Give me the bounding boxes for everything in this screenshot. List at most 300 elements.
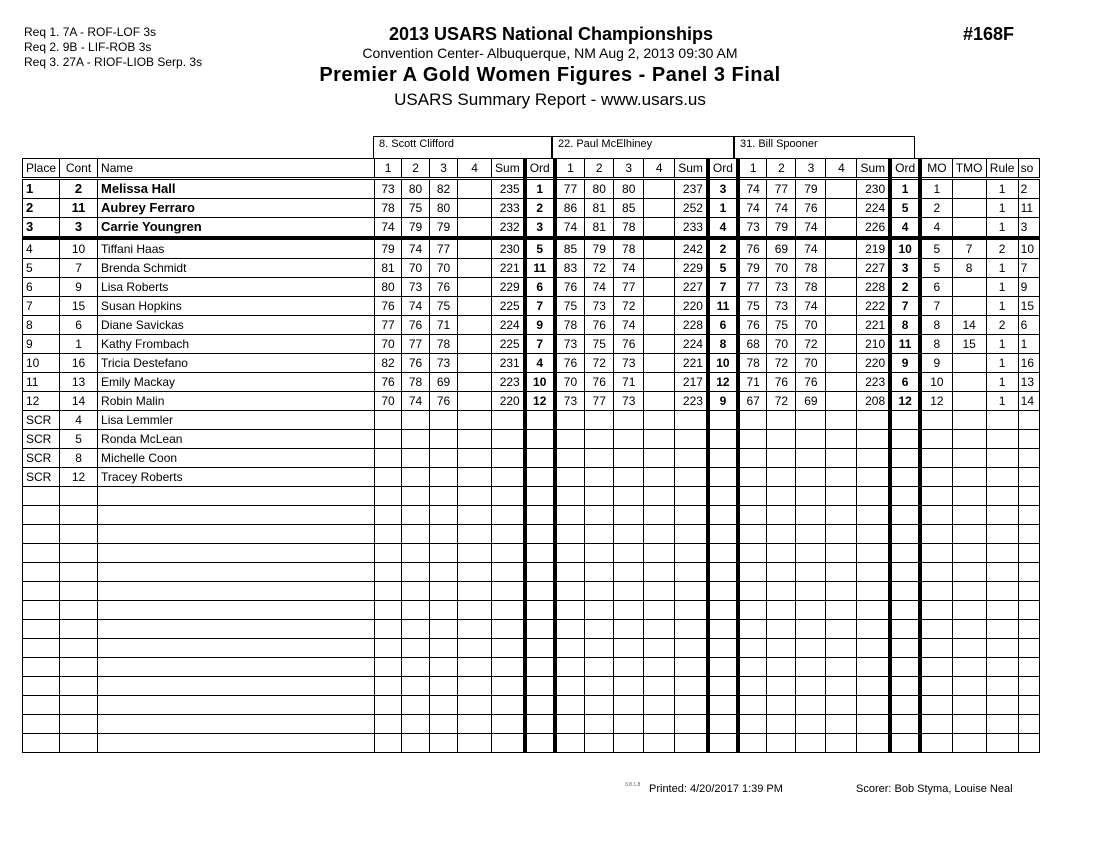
place-cell: SCR xyxy=(23,468,60,487)
sum-cell: 224 xyxy=(675,335,708,354)
score-cell: 77 xyxy=(767,179,796,199)
mo-cell: 5 xyxy=(920,259,952,278)
sum-cell: 226 xyxy=(857,218,890,239)
empty-cell xyxy=(98,620,375,639)
empty-cell xyxy=(708,601,738,620)
score-cell: 80 xyxy=(402,179,430,199)
empty-cell xyxy=(525,601,555,620)
score-cell xyxy=(458,392,492,411)
empty-cell xyxy=(585,620,614,639)
empty-cell xyxy=(675,715,708,734)
ordinal-cell: 9 xyxy=(708,392,738,411)
empty-cell xyxy=(890,525,920,544)
column-header: 2 xyxy=(402,159,430,179)
empty-cell xyxy=(920,715,952,734)
empty-cell xyxy=(402,544,430,563)
empty-cell xyxy=(430,487,458,506)
sum-cell xyxy=(675,411,708,430)
ordinal-cell xyxy=(708,411,738,430)
empty-cell xyxy=(525,715,555,734)
empty-cell xyxy=(857,601,890,620)
score-cell: 81 xyxy=(585,199,614,218)
empty-cell xyxy=(430,658,458,677)
score-cell: 77 xyxy=(430,238,458,259)
score-cell: 73 xyxy=(767,278,796,297)
tmo-cell xyxy=(952,449,986,468)
skater-name-cell: Susan Hopkins xyxy=(98,297,375,316)
empty-cell xyxy=(986,601,1018,620)
sum-cell: 229 xyxy=(492,278,525,297)
empty-cell xyxy=(525,639,555,658)
so-cell: 10 xyxy=(1018,238,1039,259)
empty-cell xyxy=(796,506,826,525)
empty-cell xyxy=(675,506,708,525)
empty-cell xyxy=(555,563,585,582)
empty-cell xyxy=(430,734,458,753)
empty-cell xyxy=(555,506,585,525)
place-cell: 11 xyxy=(23,373,60,392)
empty-cell xyxy=(585,715,614,734)
empty-cell xyxy=(826,601,857,620)
sum-cell: 237 xyxy=(675,179,708,199)
empty-cell xyxy=(738,696,767,715)
score-cell xyxy=(826,373,857,392)
empty-cell xyxy=(98,582,375,601)
empty-cell xyxy=(952,506,986,525)
location-date: Convention Center- Albuquerque, NM Aug 2, 2013 09:30 AM xyxy=(362,45,738,61)
empty-cell xyxy=(708,582,738,601)
score-cell xyxy=(458,373,492,392)
empty-cell xyxy=(890,544,920,563)
score-cell xyxy=(614,430,644,449)
empty-cell xyxy=(708,734,738,753)
score-cell xyxy=(644,278,675,297)
score-cell: 74 xyxy=(738,199,767,218)
column-header: Sum xyxy=(857,159,890,179)
score-cell: 72 xyxy=(767,354,796,373)
empty-cell xyxy=(402,658,430,677)
empty-row xyxy=(23,734,1040,753)
column-header: 1 xyxy=(738,159,767,179)
empty-cell xyxy=(492,582,525,601)
so-cell: 7 xyxy=(1018,259,1039,278)
tmo-cell xyxy=(952,278,986,297)
empty-cell xyxy=(492,677,525,696)
score-cell xyxy=(644,468,675,487)
score-cell: 76 xyxy=(402,354,430,373)
ordinal-cell: 3 xyxy=(890,259,920,278)
empty-cell xyxy=(826,620,857,639)
table-row xyxy=(23,411,1040,430)
so-cell: 9 xyxy=(1018,278,1039,297)
empty-cell xyxy=(952,487,986,506)
empty-cell xyxy=(952,696,986,715)
score-cell: 69 xyxy=(796,392,826,411)
score-cell xyxy=(826,468,857,487)
empty-cell xyxy=(458,487,492,506)
empty-cell xyxy=(767,525,796,544)
empty-cell xyxy=(952,658,986,677)
empty-cell xyxy=(98,506,375,525)
sum-cell xyxy=(857,449,890,468)
score-cell: 73 xyxy=(614,354,644,373)
empty-cell xyxy=(23,658,60,677)
empty-cell xyxy=(402,677,430,696)
empty-cell xyxy=(585,563,614,582)
empty-cell xyxy=(1018,658,1039,677)
mo-cell: 5 xyxy=(920,238,952,259)
empty-cell xyxy=(375,582,402,601)
table-row xyxy=(23,199,1040,218)
column-header: 2 xyxy=(767,159,796,179)
empty-cell xyxy=(60,525,98,544)
rule-cell xyxy=(986,468,1018,487)
score-cell: 81 xyxy=(585,218,614,239)
score-cell: 80 xyxy=(614,179,644,199)
sum-cell: 217 xyxy=(675,373,708,392)
score-cell xyxy=(555,468,585,487)
score-cell: 78 xyxy=(375,199,402,218)
competition-title-text: 2013 USARS National Championships xyxy=(388,24,714,44)
empty-cell xyxy=(675,487,708,506)
place-cell: SCR xyxy=(23,430,60,449)
empty-cell xyxy=(458,677,492,696)
score-cell: 75 xyxy=(738,297,767,316)
score-cell xyxy=(458,430,492,449)
contestant-number-cell: 7 xyxy=(60,259,98,278)
empty-cell xyxy=(585,658,614,677)
score-cell: 80 xyxy=(375,278,402,297)
empty-cell xyxy=(525,525,555,544)
score-cell xyxy=(644,392,675,411)
score-cell: 70 xyxy=(555,373,585,392)
empty-cell xyxy=(920,620,952,639)
sum-cell: 223 xyxy=(857,373,890,392)
empty-cell xyxy=(738,525,767,544)
empty-cell xyxy=(708,677,738,696)
place-cell: 1 xyxy=(23,179,60,199)
score-cell: 79 xyxy=(796,179,826,199)
mo-cell: 9 xyxy=(920,354,952,373)
empty-cell xyxy=(430,639,458,658)
empty-cell xyxy=(492,563,525,582)
score-cell: 77 xyxy=(585,392,614,411)
table-row xyxy=(23,278,1040,297)
score-cell xyxy=(458,468,492,487)
skater-name-cell: Emily Mackay xyxy=(98,373,375,392)
column-header: Place xyxy=(23,159,60,179)
empty-cell xyxy=(614,582,644,601)
empty-cell xyxy=(826,658,857,677)
empty-cell xyxy=(585,544,614,563)
judge-header-1: 8. Scott Clifford xyxy=(373,136,552,158)
sum-cell: 228 xyxy=(675,316,708,335)
rule-cell: 1 xyxy=(986,373,1018,392)
score-cell: 79 xyxy=(402,218,430,239)
empty-row xyxy=(23,677,1040,696)
empty-cell xyxy=(585,696,614,715)
score-cell xyxy=(458,259,492,278)
empty-cell xyxy=(857,544,890,563)
empty-cell xyxy=(738,544,767,563)
empty-cell xyxy=(890,639,920,658)
score-cell: 74 xyxy=(375,218,402,239)
empty-cell xyxy=(375,639,402,658)
empty-cell xyxy=(614,677,644,696)
empty-cell xyxy=(375,506,402,525)
empty-cell xyxy=(796,620,826,639)
column-header: Ord xyxy=(708,159,738,179)
sum-cell xyxy=(857,411,890,430)
empty-cell xyxy=(1018,620,1039,639)
empty-cell xyxy=(986,525,1018,544)
score-cell: 74 xyxy=(402,297,430,316)
empty-cell xyxy=(890,563,920,582)
empty-cell xyxy=(644,696,675,715)
rule-cell xyxy=(986,430,1018,449)
empty-cell xyxy=(796,677,826,696)
table-row xyxy=(23,449,1040,468)
score-cell: 70 xyxy=(375,392,402,411)
empty-cell xyxy=(614,601,644,620)
sum-cell: 230 xyxy=(492,238,525,259)
contestant-number-cell: 3 xyxy=(60,218,98,239)
so-cell xyxy=(1018,411,1039,430)
requirement-2: Req 2. 9B - LIF-ROB 3s xyxy=(24,40,152,54)
empty-cell xyxy=(525,696,555,715)
ordinal-cell: 1 xyxy=(525,179,555,199)
place-cell: 9 xyxy=(23,335,60,354)
mo-cell: 7 xyxy=(920,297,952,316)
sum-cell xyxy=(675,449,708,468)
score-cell xyxy=(826,278,857,297)
score-cell: 78 xyxy=(614,218,644,239)
empty-cell xyxy=(952,677,986,696)
empty-cell xyxy=(986,696,1018,715)
contestant-number-cell: 2 xyxy=(60,179,98,199)
empty-cell xyxy=(644,506,675,525)
empty-cell xyxy=(826,506,857,525)
tmo-cell xyxy=(952,199,986,218)
sum-cell: 220 xyxy=(492,392,525,411)
rule-cell xyxy=(986,411,1018,430)
score-cell: 69 xyxy=(767,238,796,259)
empty-cell xyxy=(1018,563,1039,582)
sum-cell: 224 xyxy=(492,316,525,335)
empty-cell xyxy=(430,601,458,620)
skater-name-cell: Carrie Youngren xyxy=(98,218,375,239)
empty-cell xyxy=(767,582,796,601)
tmo-cell: 14 xyxy=(952,316,986,335)
score-cell: 73 xyxy=(402,278,430,297)
empty-cell xyxy=(614,525,644,544)
sum-cell: 223 xyxy=(492,373,525,392)
score-cell: 76 xyxy=(796,199,826,218)
rule-cell: 1 xyxy=(986,354,1018,373)
empty-cell xyxy=(826,677,857,696)
score-cell xyxy=(826,238,857,259)
empty-cell xyxy=(23,734,60,753)
ordinal-cell: 11 xyxy=(525,259,555,278)
empty-cell xyxy=(920,506,952,525)
empty-cell xyxy=(60,563,98,582)
ordinal-cell: 10 xyxy=(708,354,738,373)
empty-cell xyxy=(796,582,826,601)
table-row xyxy=(23,259,1040,278)
sum-cell: 221 xyxy=(492,259,525,278)
empty-cell xyxy=(708,525,738,544)
ordinal-cell: 12 xyxy=(525,392,555,411)
empty-cell xyxy=(375,715,402,734)
ordinal-cell xyxy=(708,468,738,487)
score-cell: 77 xyxy=(375,316,402,335)
skater-name-cell: Kathy Frombach xyxy=(98,335,375,354)
sum-cell: 228 xyxy=(857,278,890,297)
score-cell xyxy=(767,411,796,430)
score-cell xyxy=(767,468,796,487)
score-cell xyxy=(644,411,675,430)
rule-cell xyxy=(986,449,1018,468)
score-cell: 79 xyxy=(767,218,796,239)
ordinal-cell xyxy=(708,430,738,449)
empty-cell xyxy=(796,487,826,506)
score-cell xyxy=(738,411,767,430)
place-cell: 2 xyxy=(23,199,60,218)
empty-row xyxy=(23,715,1040,734)
empty-cell xyxy=(98,525,375,544)
empty-cell xyxy=(1018,696,1039,715)
empty-cell xyxy=(555,525,585,544)
empty-cell xyxy=(890,487,920,506)
empty-cell xyxy=(952,582,986,601)
empty-cell xyxy=(375,696,402,715)
empty-cell xyxy=(585,525,614,544)
empty-cell xyxy=(585,677,614,696)
empty-cell xyxy=(23,601,60,620)
contestant-number-cell: 5 xyxy=(60,430,98,449)
mo-cell xyxy=(920,449,952,468)
ordinal-cell: 11 xyxy=(708,297,738,316)
empty-cell xyxy=(708,563,738,582)
score-cell: 72 xyxy=(767,392,796,411)
requirement-3: Req 3. 27A - RIOF-LIOB Serp. 3s xyxy=(24,55,203,69)
empty-cell xyxy=(738,715,767,734)
score-cell: 74 xyxy=(796,218,826,239)
score-cell: 76 xyxy=(738,316,767,335)
score-cell xyxy=(402,430,430,449)
empty-cell xyxy=(708,506,738,525)
empty-cell xyxy=(458,601,492,620)
rule-cell: 1 xyxy=(986,199,1018,218)
sum-cell: 220 xyxy=(857,354,890,373)
empty-cell xyxy=(430,715,458,734)
empty-cell xyxy=(857,715,890,734)
empty-cell xyxy=(23,525,60,544)
column-header: Name xyxy=(98,159,375,179)
empty-cell xyxy=(920,525,952,544)
place-cell: 4 xyxy=(23,238,60,259)
empty-cell xyxy=(796,639,826,658)
empty-cell xyxy=(458,582,492,601)
empty-cell xyxy=(614,734,644,753)
empty-cell xyxy=(767,715,796,734)
score-cell: 76 xyxy=(738,238,767,259)
empty-cell xyxy=(98,658,375,677)
column-header: 1 xyxy=(375,159,402,179)
ordinal-cell: 2 xyxy=(708,238,738,259)
empty-cell xyxy=(98,601,375,620)
score-cell xyxy=(458,316,492,335)
empty-cell xyxy=(767,601,796,620)
empty-cell xyxy=(614,620,644,639)
empty-cell xyxy=(644,525,675,544)
score-cell xyxy=(644,238,675,259)
empty-cell xyxy=(826,639,857,658)
empty-cell xyxy=(826,544,857,563)
empty-cell xyxy=(402,620,430,639)
empty-cell xyxy=(796,601,826,620)
ordinal-cell xyxy=(890,468,920,487)
empty-cell xyxy=(525,544,555,563)
score-cell: 74 xyxy=(614,259,644,278)
score-cell xyxy=(585,468,614,487)
empty-cell xyxy=(890,620,920,639)
empty-cell xyxy=(555,601,585,620)
place-cell: 6 xyxy=(23,278,60,297)
empty-cell xyxy=(890,506,920,525)
empty-cell xyxy=(98,696,375,715)
score-cell xyxy=(767,449,796,468)
empty-cell xyxy=(796,696,826,715)
sum-cell: 208 xyxy=(857,392,890,411)
so-cell: 11 xyxy=(1018,199,1039,218)
place-cell: 8 xyxy=(23,316,60,335)
column-header: Rule xyxy=(986,159,1018,179)
score-cell: 70 xyxy=(402,259,430,278)
empty-cell xyxy=(585,582,614,601)
empty-cell xyxy=(23,677,60,696)
empty-cell xyxy=(986,639,1018,658)
ordinal-cell xyxy=(525,449,555,468)
score-cell xyxy=(375,468,402,487)
score-cell: 79 xyxy=(375,238,402,259)
empty-cell xyxy=(1018,582,1039,601)
so-cell xyxy=(1018,430,1039,449)
place-cell: 5 xyxy=(23,259,60,278)
score-cell xyxy=(826,411,857,430)
score-cell: 74 xyxy=(402,392,430,411)
score-cell xyxy=(614,411,644,430)
score-cell xyxy=(644,373,675,392)
sum-cell xyxy=(492,411,525,430)
ordinal-cell: 5 xyxy=(708,259,738,278)
empty-cell xyxy=(738,620,767,639)
empty-cell xyxy=(1018,525,1039,544)
contestant-number-cell: 14 xyxy=(60,392,98,411)
ordinal-cell xyxy=(890,430,920,449)
printed-timestamp: Printed: 4/20/2017 1:39 PM xyxy=(649,783,783,795)
empty-cell xyxy=(767,677,796,696)
empty-cell xyxy=(767,696,796,715)
empty-cell xyxy=(492,544,525,563)
empty-cell xyxy=(675,582,708,601)
score-cell: 79 xyxy=(430,218,458,239)
ordinal-cell xyxy=(890,411,920,430)
contestant-number-cell: 1 xyxy=(60,335,98,354)
empty-cell xyxy=(492,734,525,753)
score-cell: 76 xyxy=(430,392,458,411)
score-cell: 73 xyxy=(430,354,458,373)
